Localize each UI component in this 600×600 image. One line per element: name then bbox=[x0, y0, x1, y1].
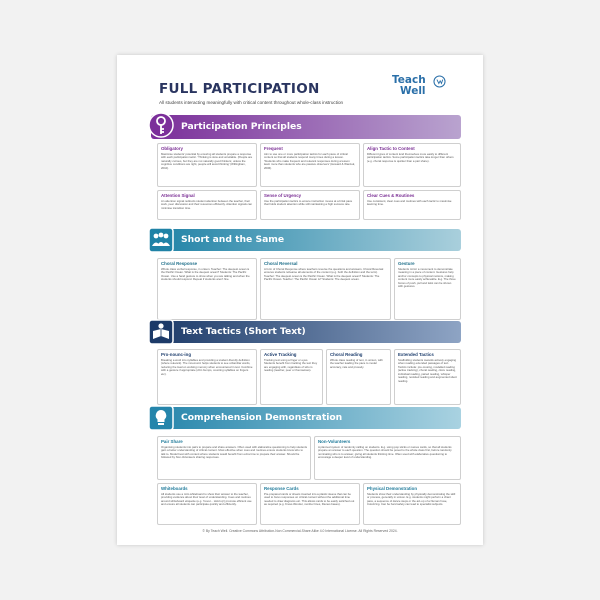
card-title: Sense of Urgency bbox=[264, 193, 302, 198]
card-extended-tactics bbox=[394, 349, 461, 405]
card-attention-signal bbox=[157, 190, 257, 220]
lightbulb-icon bbox=[433, 75, 446, 88]
card-body: Organising students into pairs to prepare and share answers. Often used with elaborative questioning to help students gain a better understanding of critical content. Most effective when cues and routines ensure students know who to talk to. Model best with content where students would benefit from extra time to prepare their answer. Should be followed by Non-Volunteers sharing responses. bbox=[161, 444, 307, 460]
card-physical-demonstration bbox=[363, 483, 461, 525]
card-frequent bbox=[260, 143, 360, 187]
poster bbox=[117, 55, 483, 545]
group-icon bbox=[149, 225, 175, 255]
section-title-comprehension: Comprehension Demonstration bbox=[181, 412, 343, 423]
card-pronouncing bbox=[157, 349, 257, 405]
card-title: Clear Cues & Routines bbox=[367, 193, 415, 198]
card-body: Scaffolding students towards actively engaging when reading extended passages of text. Tactics include: pre-rousing, modelled reading (active tracking), choral reading, cloze reading, individual reading, paired reading, whisper reading, revisited reading and augmented silent reading. bbox=[398, 357, 457, 384]
card-title: Non-Volunteers bbox=[318, 439, 351, 444]
reading-icon bbox=[149, 317, 175, 347]
card-body: Whole class verbal response, in unison. Teacher: The deepest ocean is the Pacific Ocean. What is the deepest ocean? Students: The Pacific Ocean. Use a hand gesture to show when you are talking and when the students should respond. Repeat if students aren't fine. bbox=[161, 266, 250, 282]
page-title: FULL PARTICIPATION bbox=[159, 81, 320, 97]
card-title: Attention Signal bbox=[161, 193, 195, 198]
card-body: A planned system of randomly calling on students. E.g. using pop sticks or names cards, so that all students prepare an answer to each question. The question should be posed to the whole class first, before randomly nominating who is to answer, giving all students thinking time. Often used with elaborative questioning to encourage a deeper level of understanding. bbox=[318, 444, 452, 460]
card-clear-cues bbox=[363, 190, 461, 220]
card-title: Pro-nounc-ing bbox=[161, 352, 191, 357]
card-body: Use consistent, clear cues and routines with each tactic to maximise learning time. bbox=[367, 198, 452, 207]
card-body: Breaking a word into syllables and providing a student-friendly definition (where relevant). The mnemonic helps students to see unfamiliar words, reducing the load on working memory when encountered in text. Combine with a gesture if appropriate (chin bumps, counting syllables on fingers etc). bbox=[161, 357, 253, 376]
card-title: Choral Reading bbox=[330, 352, 363, 357]
card-title: Choral Response bbox=[161, 261, 198, 266]
card-body: Students mirror a movement to demonstrate meaning in a piece of content. Gestures help anchor concepts to physical motions, making content more easily achievable. E.g. The three forces of push, pull and twist can be shown with gestures. bbox=[398, 266, 456, 289]
teach-well-logo bbox=[392, 75, 452, 117]
card-title: Obligatory bbox=[161, 146, 183, 151]
footer-license: © By Teach Well. Creative Commons Attribution-Non Commercial-Share Alike 4.0 International License. All Rights Reserved 2024. bbox=[202, 529, 398, 533]
card-title: Whiteboards bbox=[161, 486, 188, 491]
card-gesture bbox=[394, 258, 461, 320]
card-body: Maximise students' potential by ensuring all students prepare a response with each participation tactic. 'Thinking is slow and unreliable. (People are naturally curious, but they are not naturally good thinkers; unless the cognitive conditions are right, people will avoid thinking' (Willingham, 2010). bbox=[161, 151, 253, 170]
card-body: Pre-prepared cards or sheets inserted into a plastic sleeve that can be used to focus responses on critical content without the additional time needed to draw diagrams etc. This allows cards to be easily switched out as required (e.g. Know-Wonder, number lines, Dienes bases). bbox=[264, 491, 355, 507]
card-sense-of-urgency bbox=[260, 190, 360, 220]
card-body: Tracking text using a finger or eyes. Students benefit from tracking the text they are engaging with, regardless of who is reading (teacher, peer or themselves). bbox=[264, 357, 318, 373]
card-active-tracking bbox=[260, 349, 323, 405]
section-banner-short bbox=[151, 229, 461, 251]
card-body: Different types of content lend themselves more easily to different participation tactics. Some participation tactics take longer than others (e.g. choral response is quicker than a pair share). bbox=[367, 151, 454, 163]
section-title-text: Text Tactics (Short Text) bbox=[181, 326, 306, 337]
section-title-short: Short and the Same bbox=[181, 234, 285, 245]
card-align-tactic bbox=[363, 143, 461, 187]
card-body: An attention signal redirects student attention between the teacher, their work, peer discussion and their resources efficiently. Attention signals can minimise transition time. bbox=[161, 198, 252, 210]
card-body: Students show their understanding by physically demonstrating the skill or process, generally in unison. E.g. students might perform a chant pass, a sequence of dance steps or the act-up of a Numan hose, Colorizing. Can be hard safety can lead to specialist subjects. bbox=[367, 491, 456, 507]
card-title: Extended Tactics bbox=[398, 352, 434, 357]
card-title: Align Tactic to Content bbox=[367, 146, 415, 151]
card-title: Response Cards bbox=[264, 486, 299, 491]
card-body: Use the participation tactics to ensure instruction moves at a brisk pace that holds student attention while still maintaining a high success rate. bbox=[264, 198, 353, 207]
card-non-volunteers bbox=[314, 436, 461, 480]
card-title: Active Tracking bbox=[264, 352, 297, 357]
card-whiteboards bbox=[157, 483, 257, 525]
page-subtitle: All students interacting meaningfully with critical content throughout whole-class instruction bbox=[159, 100, 344, 105]
section-banner-text bbox=[151, 321, 461, 343]
card-title: Pair Share bbox=[161, 439, 183, 444]
section-banner-comprehension bbox=[151, 407, 461, 429]
card-body: A form of Choral Response where teachers reverse the questions and answers. Choral Reversal ensures students rehearse all elements of the content (e.g. both the definition and the term). Teacher: The deepest ocean is the Pacific Ocean. What is the deepest ocean? Students: The Pacific Ocean. Teacher: The Pacific Ocean is? Students: The deepest ocean. bbox=[264, 266, 384, 282]
card-choral-response bbox=[157, 258, 257, 320]
key-icon bbox=[149, 111, 175, 141]
section-banner-principles bbox=[151, 115, 461, 139]
card-body: All students use a mini-whiteboard to show their answer to the teacher, providing evidence about their level of understanding. Cues and routines around whiteboard etiquette (e.g. 'Cover... Hold up') promote efficient use and ensure all students can participate quickly and efficiently. bbox=[161, 491, 252, 507]
logo-line-well: Well bbox=[400, 85, 426, 97]
card-response-cards bbox=[260, 483, 360, 525]
card-choral-reading bbox=[326, 349, 391, 405]
card-body: Whole class reading of text, in unison, with the teacher leading the pace to model accuracy, rate and prosody. bbox=[330, 357, 383, 369]
card-obligatory bbox=[157, 143, 257, 187]
card-title: Gesture bbox=[398, 261, 415, 266]
card-title: Choral Reversal bbox=[264, 261, 298, 266]
card-body: Aim to use one or more participation tactics for each piece of critical content so that all students respond many times during a lesson. 'Students who make frequent and relevant responses during a lesson learn more than students who are passive observers' (Heward & Wanzek, 2006). bbox=[264, 151, 356, 170]
card-title: Physical Demonstration bbox=[367, 486, 418, 491]
card-choral-reversal bbox=[260, 258, 391, 320]
card-pair-share bbox=[157, 436, 311, 480]
logo-line-teach: Teach bbox=[392, 74, 426, 86]
card-title: Frequent bbox=[264, 146, 283, 151]
section-title-principles: Participation Principles bbox=[181, 121, 302, 132]
lightbulb-icon bbox=[149, 403, 175, 433]
